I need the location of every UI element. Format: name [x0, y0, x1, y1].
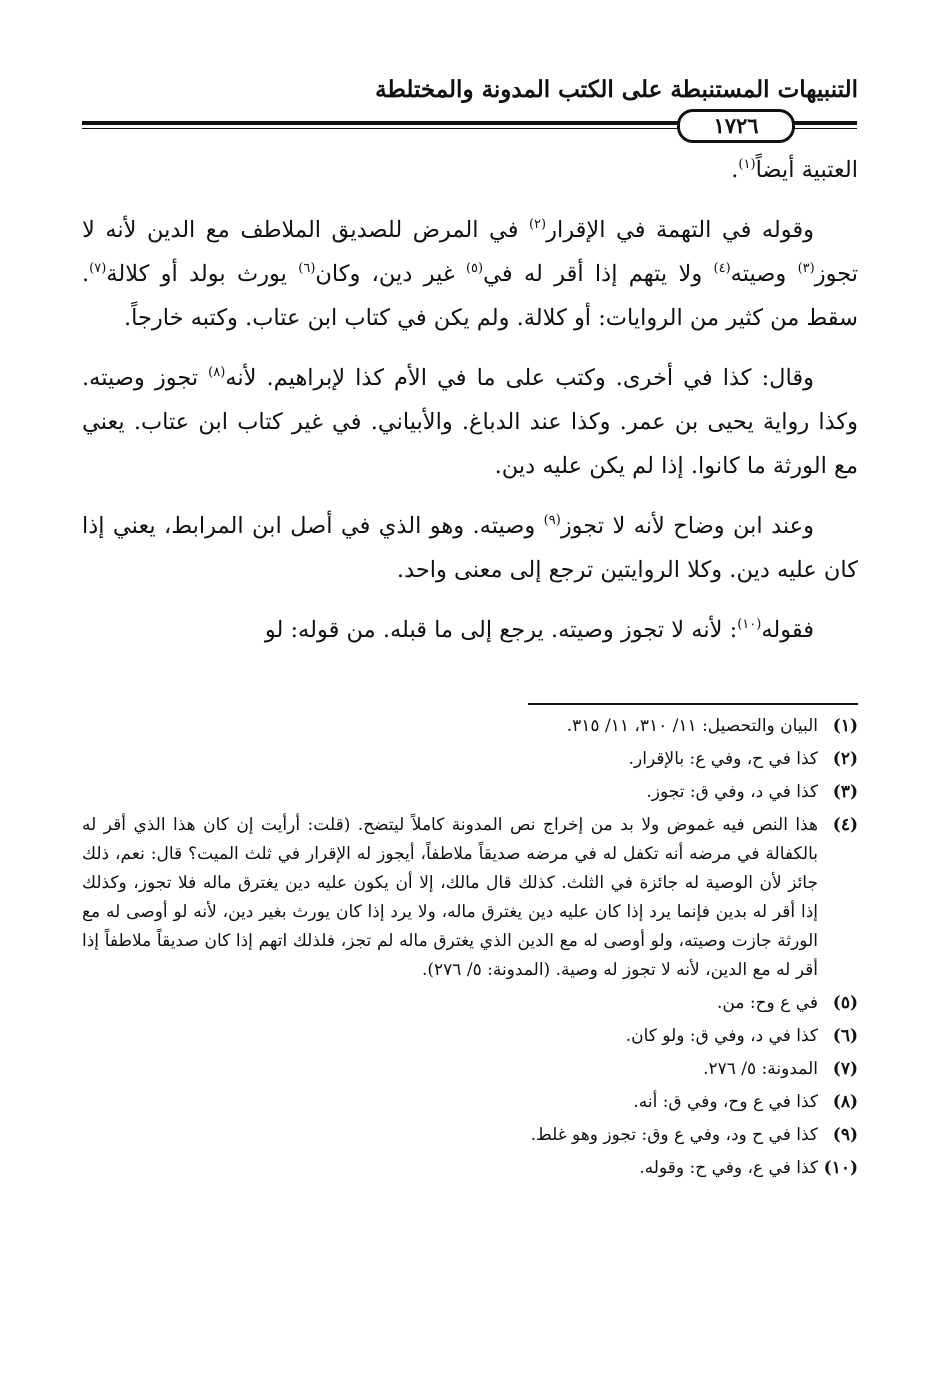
footnote-text: في ع وح: من. [716, 993, 818, 1013]
footnote-ref: (٩) [543, 513, 561, 528]
footnote [82, 1088, 858, 1117]
footnote-ref: (١) [738, 157, 756, 172]
main-text [82, 148, 858, 668]
paragraph-text: في المرض للصديق الملاطف مع الدين لأنه لا تجوز [82, 217, 859, 287]
paragraph-text: ولا يتهم إذا أقر له في [483, 261, 714, 287]
footnote [82, 712, 858, 741]
footnote-text: كذا في ح ود، وفي ع وق: تجوز وهو غلط. [530, 1125, 818, 1145]
footnote-number: (١٠) [823, 1158, 858, 1178]
footnote-ref: (١٠) [737, 617, 762, 632]
footnote-number: (٣) [832, 782, 858, 802]
footnote-ref: (٧) [89, 261, 107, 276]
footnote-text: المدونة: ٥/ ٢٧٦. [703, 1059, 818, 1079]
footnote-ref: (٣) [797, 261, 815, 276]
footnote-ref: (٢) [528, 217, 547, 232]
paragraph-text: تجوز وصيته. وكذا رواية يحيى بن عمر. وكذا عند الدباغ. والأبياني. في غير كتاب ابن عتاب. يعني مع الورثة ما كانوا. إذا لم يكن عليه دين. [82, 365, 858, 479]
paragraph [82, 608, 858, 652]
paragraph-text: العتبية أيضاً [755, 157, 858, 183]
footnote [82, 1154, 858, 1183]
footnote [82, 1055, 858, 1084]
footnote [82, 745, 858, 774]
footnote [82, 1121, 858, 1150]
paragraph-text: وعند ابن وضاح لأنه لا تجوز [560, 513, 814, 539]
footnote-text: كذا في ح، وفي ع: بالإقرار. [628, 749, 818, 769]
footnote-ref: (٨) [208, 365, 226, 380]
footnotes [82, 712, 858, 1187]
footnote-number: (٤) [832, 815, 858, 835]
paragraph-text: وصيته. وهو الذي في أصل ابن المرابط، يعني إذا كان عليه دين. وكلا الروايتين ترجع إلى معنى واحد. [82, 513, 858, 583]
footnote-text: هذا النص فيه غموض ولا بد من إخراج نص المدونة كاملاً ليتضح. (قلت: أرأيت إن كان هذا الذي أقر له بالكفالة في مرضه أنه تكفل له في مرضه صديقاً ملاطفاً، أيجوز له الإقرار في ثلث الميت؟ قال: نعم، ذلك جائز لأن الوصية له جائزة في الثلث. كذلك قال مالك، إلا أن يكون عليه دين يغترق ماله فلا تجوز، وكذلك إذا أقر له بدين فإنما يرد إذا كان عليه دين يغترق ماله، ولا يرد إذا كان يورث بغير دين، لأنه لو أوصى له مع الورثة جازت وصيته، ولو أوصى له مع الدين الذي يغترق ماله لم تجز، فلذلك اتهم إذا كان صديقاً ملاطفاً إذا أقر له مع الدين، لأنه لا تجوز له وصية. (المدونة: ٥/ ٢٧٦). [82, 815, 818, 980]
footnote-number: (٦) [832, 1026, 858, 1046]
footnote-divider [528, 703, 858, 705]
footnote-ref: (٦) [298, 261, 316, 276]
footnote-ref: (٥) [465, 261, 484, 276]
footnote [82, 778, 858, 807]
paragraph [82, 504, 858, 592]
paragraph [82, 148, 858, 192]
footnote-text: كذا في ع، وفي ح: وقوله. [639, 1158, 818, 1178]
footnote-number: (٥) [832, 993, 858, 1013]
paragraph-text: يورث بولد أو كلالة [106, 261, 299, 287]
paragraph-text: . [731, 157, 739, 183]
footnote-number: (٩) [832, 1125, 858, 1145]
paragraph-text: . سقط من كثير من الروايات: أو كلالة. ولم يكن في كتاب ابن عتاب. وكتبه خارجاً. [82, 261, 858, 331]
paragraph-text: وصيته [730, 261, 798, 287]
paragraph [82, 208, 858, 340]
paragraph-text: فقوله [761, 617, 814, 643]
footnote [82, 1022, 858, 1051]
footnote-text: كذا في د، وفي ق: ولو كان. [625, 1026, 818, 1046]
footnote [82, 989, 858, 1018]
footnote-number: (٢) [832, 749, 858, 769]
paragraph-text: : لأنه لا تجوز وصيته. يرجع إلى ما قبله. من قوله: لو [264, 617, 738, 643]
footnote-text: البيان والتحصيل: ١١/ ٣١٠، ١١/ ٣١٥. [566, 716, 818, 736]
paragraph-text: وقال: كذا في أخرى. وكتب على ما في الأم كذا لإبراهيم. لأنه [225, 365, 814, 391]
footnote-number: (١) [832, 716, 858, 736]
footnote [82, 811, 858, 985]
footnote-number: (٧) [832, 1059, 858, 1079]
paragraph-text: وقوله في التهمة في الإقرار [546, 217, 814, 243]
paragraph [82, 356, 858, 488]
page-number: ١٧٢٦ [677, 109, 795, 143]
footnote-text: كذا في د، وفي ق: تجوز. [646, 782, 818, 802]
footnote-text: كذا في ع وح، وفي ق: أنه. [633, 1092, 818, 1112]
footnote-ref: (٤) [713, 261, 731, 276]
footnote-number: (٨) [832, 1092, 858, 1112]
running-title: التنبيهات المستنبطة على الكتب المدونة والمختلطة [375, 76, 858, 103]
paragraph-text: غير دين، وكان [315, 261, 466, 287]
header-rule [82, 107, 857, 137]
